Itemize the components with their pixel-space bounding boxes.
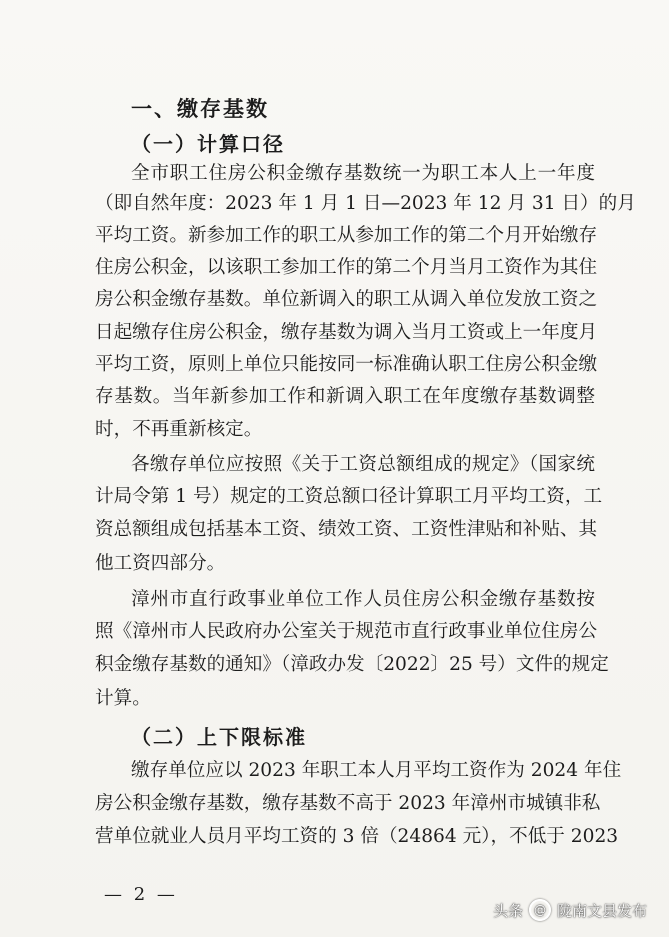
- paragraph-line: 营单位就业人员月平均工资的 3 倍（24864 元），不低于 2023: [95, 826, 619, 847]
- paragraph-line: （即自然年度：2023 年 1 月 1 日—2023 年 12 月 31 日）的月: [95, 193, 636, 214]
- source-watermark: [493, 899, 647, 921]
- paragraph-line: 房公积金缴存基数，缴存基数不高于 2023 年漳州市城镇非私: [95, 793, 601, 814]
- subsection-heading-limits: （二）上下限标准: [131, 725, 307, 749]
- paragraph-line: 住房公积金，以该职工参加工作的第二个月当月工资作为其住: [95, 257, 598, 278]
- section-heading-contribution-base: 一、缴存基数: [131, 97, 269, 121]
- paragraph-line: 计局令第 1 号）规定的工资总额口径计算职工月平均工资，工: [95, 486, 603, 507]
- paragraph-line: 资总额组成包括基本工资、绩效工资、工资性津贴和补贴、其: [95, 519, 598, 540]
- paragraph-line: 存基数。当年新参加工作和新调入职工在年度缴存基数调整: [95, 386, 595, 407]
- paragraph-line: 各缴存单位应按照《关于工资总额组成的规定》（国家统: [131, 454, 595, 475]
- paragraph-line: 照《漳州市人民政府办公室关于规范市直行政事业单位住房公: [95, 621, 598, 642]
- page-number: — 2 —: [104, 884, 178, 905]
- watermark-prefix: 头条: [492, 901, 523, 920]
- paragraph-line: 平均工资，原则上单位只能按同一标准确认职工住房公积金缴: [95, 354, 598, 375]
- subsection-heading-calculation: （一）计算口径: [131, 132, 285, 156]
- paragraph-line: 平均工资。新参加工作的职工从参加工作的第二个月开始缴存: [95, 225, 598, 246]
- paragraph-line: 时，不再重新核定。: [95, 419, 263, 440]
- paragraph-line: 日起缴存住房公积金，缴存基数为调入当月工资或上一年度月: [95, 322, 598, 343]
- at-icon: @: [529, 899, 551, 921]
- paragraph-line: 全市职工住房公积金缴存基数统一为职工本人上一年度: [131, 163, 595, 184]
- paragraph-line: 他工资四部分。: [95, 553, 226, 574]
- paragraph-line: 房公积金缴存基数。单位新调入的职工从调入单位发放工资之: [95, 289, 598, 310]
- paragraph-line: 缴存单位应以 2023 年职工本人月平均工资作为 2024 年住: [131, 760, 622, 781]
- paragraph-line: 计算。: [95, 688, 151, 709]
- paragraph-line: 积金缴存基数的通知》（漳政办发〔2022〕25 号）文件的规定: [95, 654, 609, 675]
- paragraph-line: 漳州市直行政事业单位工作人员住房公积金缴存基数按: [131, 589, 595, 610]
- watermark-account: 陇南文县发布: [556, 901, 647, 920]
